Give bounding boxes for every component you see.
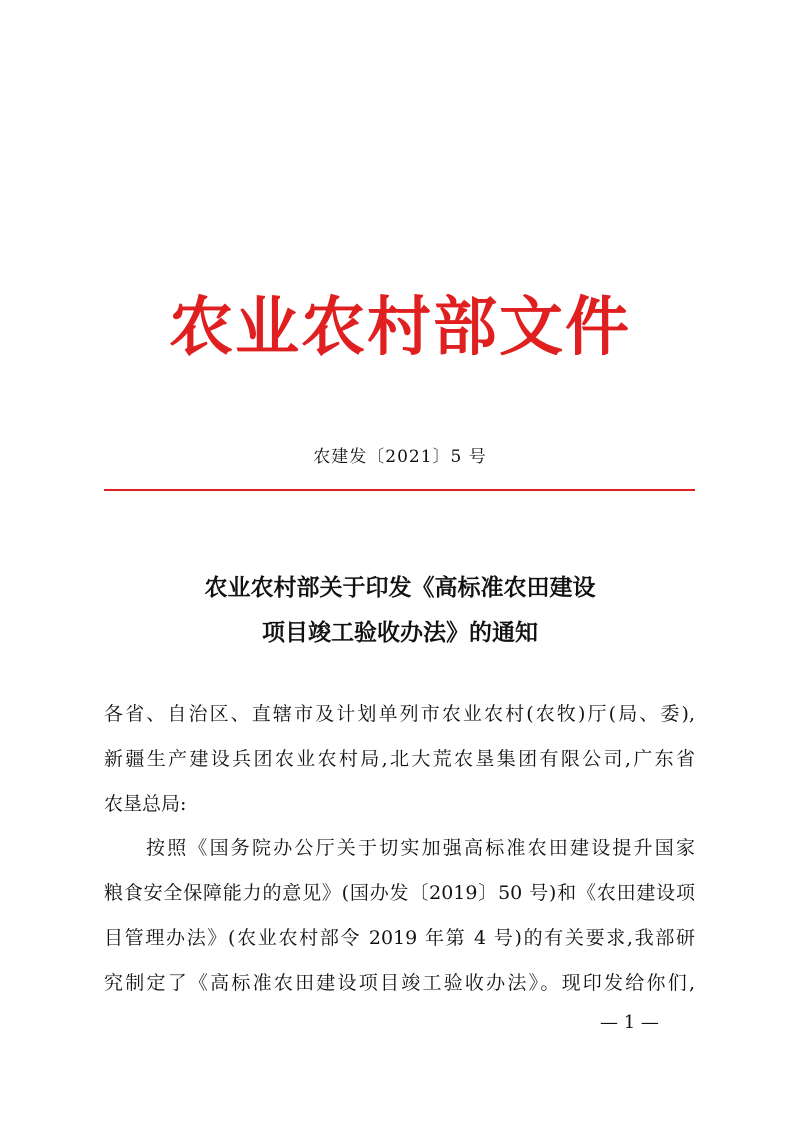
paragraph-line: 究制定了《高标准农田建设项目竣工验收办法》。现印发给你们,: [104, 971, 695, 994]
addressee-line: 农垦总局:: [104, 792, 187, 815]
paragraph-line: 粮食安全保障能力的意见》(国办发〔2019〕50 号)和《农田建设项: [104, 882, 695, 905]
page-number: — 1 —: [600, 1012, 659, 1033]
issuer-header: 农业农村部文件: [169, 290, 631, 365]
document-title: [0, 565, 800, 655]
paragraph-line: 按照《国务院办公厅关于切实加强高标准农田建设提升国家: [146, 837, 695, 860]
addressee-line: 新疆生产建设兵团农业农村局,北大荒农垦集团有限公司,广东省: [104, 747, 695, 770]
document-number: 农建发〔2021〕5 号: [313, 447, 487, 467]
title-line: 农业农村部关于印发《高标准农田建设: [204, 574, 596, 601]
document-body: [104, 692, 695, 1006]
red-divider: [104, 489, 695, 491]
title-line: 项目竣工验收办法》的通知: [262, 619, 538, 646]
paragraph-line: 目管理办法》(农业农村部令 2019 年第 4 号)的有关要求,我部研: [104, 926, 695, 949]
addressee-line: 各省、自治区、直辖市及计划单列市农业农村(农牧)厅(局、委),: [104, 703, 695, 725]
